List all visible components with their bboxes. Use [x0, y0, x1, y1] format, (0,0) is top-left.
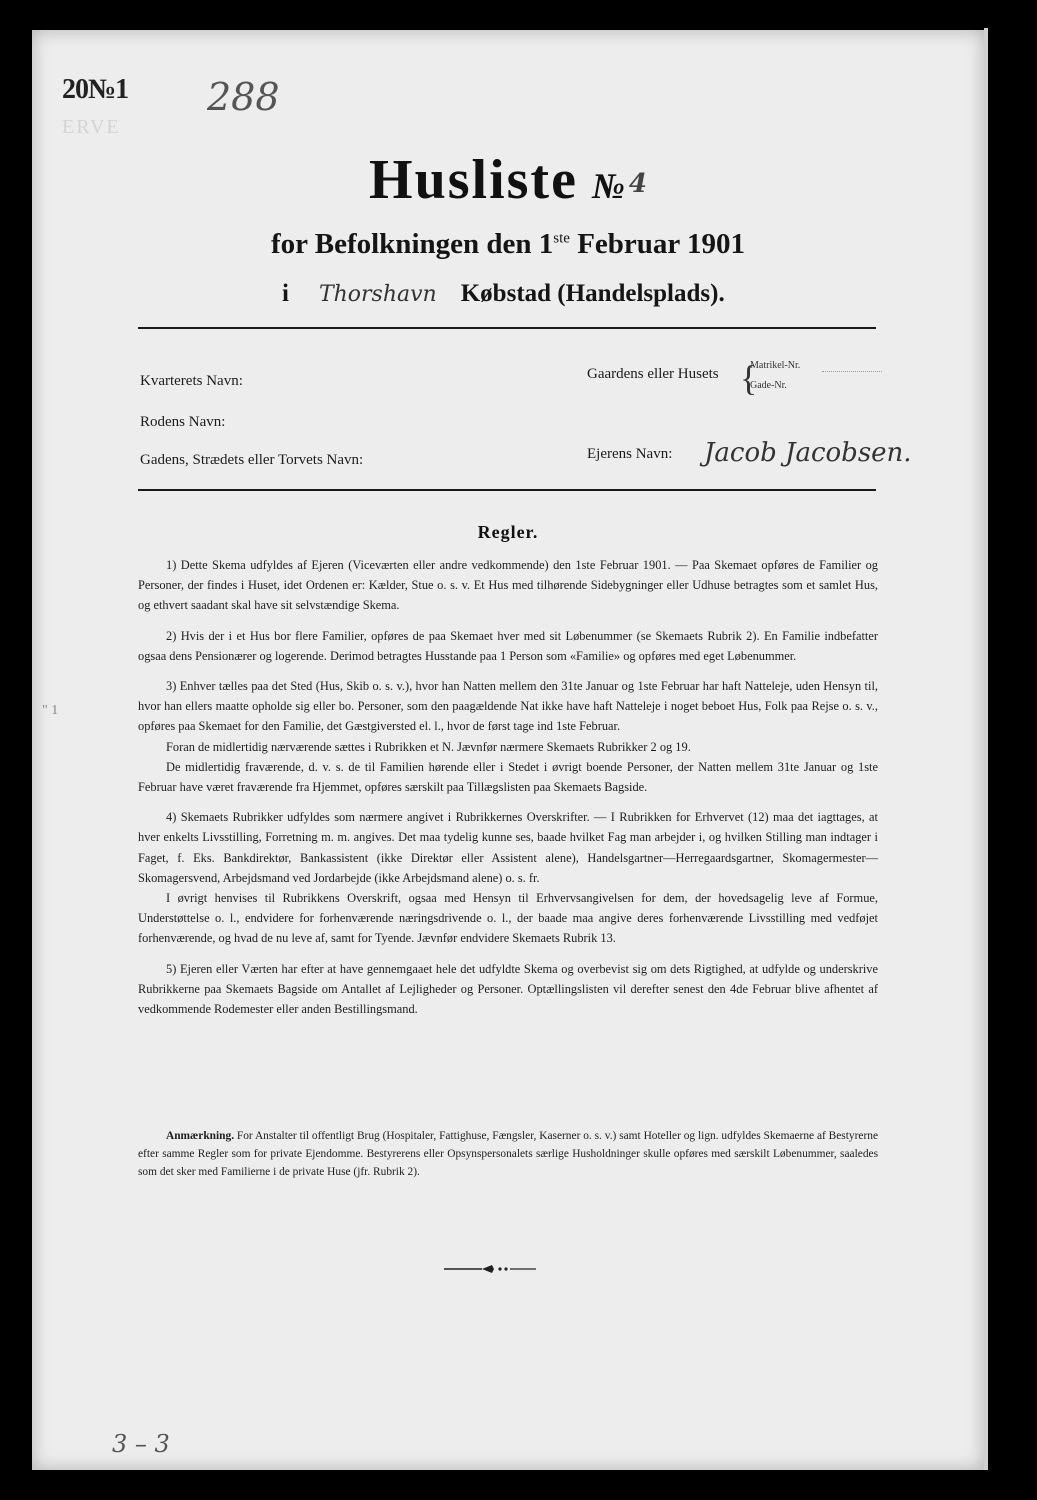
- owner-handwritten: Jacob Jacobsen.: [704, 438, 912, 468]
- brace-icon: {: [740, 358, 758, 398]
- archive-number: 20№1: [62, 74, 129, 105]
- note-text: For Anstalter til offentligt Brug (Hospitaler, Fattighuse, Fængsler, Kaserner o. s. v.) samt Hoteller og lign. udfyldes Skemaerne af Bestyrerne efter samme Regler som for private Ejendomme. Bestyrerens eller Opsynspersonalets særlige Husholdninger skulle opføres med særskilt Løbenummer, saaledes som det sker med Familierne i de private Huse (jfr. Rubrik 2).: [138, 1130, 878, 1178]
- side-mark: " 1: [42, 703, 59, 718]
- rules-body: [138, 555, 878, 1029]
- handwritten-bottom-note: 3 – 3: [112, 1430, 170, 1458]
- rule-5: 5) Ejeren eller Værten har efter at have gennemgaaet hele det udfyldte Skema og overbevist sig om dets Rigtighed, at udfylde og underskrive Rubrikkerne paa Skemaets Bagside om Antallet af Lejligheder og Personer. Optællingslisten vil derefter senest den 4de Februar blive afhentet af vedkommende Rodemester eller anden Bestillingsmand.: [138, 961, 878, 1017]
- rule-3: 3) Enhver tælles paa det Sted (Hus, Skib o. s. v.), hvor han Natten mellem den 31te Januar og 1ste Februar har haft Natteleje, uden Hensyn til, hvor han ellers maatte opholde sig eller bo. Personer, som den paagældende Nat ikke have haft Natteleje i noget beboet Hus, Folk paa Rejse o. s. v., opføres paa Skemaet for den Familie, det Gæstgiversted el. l., hvor de først tage ind 1ste Februar.: [138, 679, 878, 734]
- subtitle-sup: ste: [553, 230, 570, 247]
- page-title: [32, 148, 984, 212]
- rule-4-note: I øvrigt henvises til Rubrikkens Overskrift, ogsaa med Hensyn til Erhvervsangivelsen for dem, der hovedsagelig leve af Formue, Understøttelse o. l., endvidere for forhenværende næringsdrivende o. l., der baade maa angive deres forhenværende Livsstilling med vedføjet forhenværende, og hvad de nu leve af, samt for Tyende. Jævnfør endvidere Skemaets Rubrik 13.: [138, 891, 878, 946]
- house-number-labels: [750, 356, 800, 396]
- roden-label: Rodens Navn:: [140, 414, 226, 430]
- divider-bottom: [138, 489, 876, 491]
- note-label: Anmærkning.: [166, 1130, 235, 1142]
- matrikel-entry-line: [822, 357, 882, 372]
- page-subtitle: [32, 228, 984, 261]
- divider-top: [138, 327, 876, 329]
- title-text: Husliste: [369, 149, 578, 211]
- subtitle-pre: for Befolkningen den 1: [271, 228, 554, 260]
- rule-2: 2) Hvis der i et Hus bor flere Familier, opføres de paa Skemaet hver med sit Løbenummer (se Skemaets Rubrik 2). En Familie indbefatter ogsaa dens Pensionærer og logerende. Derimod betragtes Husstande paa 1 Person som «Familie» og opføres med eget Løbenummer.: [138, 628, 878, 663]
- census-form-page: [32, 30, 984, 1470]
- gade-nr-label: Gade-Nr.: [750, 380, 787, 391]
- city-line: [282, 280, 725, 308]
- subtitle-post: Februar 1901: [569, 228, 745, 260]
- paper-edge: [984, 28, 988, 1470]
- rule-1: 1) Dette Skema udfyldes af Ejeren (Viceværten eller andre vedkommende) den 1ste Februar 1901. — Paa Skemaet opføres de Familier og Personer, der findes i Huset, idet Ordenen er: Kælder, Stue o. s. v. Et Hus med tilhørende Sidebygninger eller Udhuse betragtes som et samlet Hus, og ethvert saadant skal have sit selvstændige Skema.: [138, 558, 878, 613]
- rule-3-note-a: Foran de midlertidig nærværende sættes i Rubrikken et N. Jævnfør nærmere Skemaets Rubrikker 2 og 19.: [166, 739, 691, 754]
- title-number-sign: №: [591, 166, 625, 206]
- title-number-handwritten: 4: [628, 169, 647, 199]
- gaard-label: Gaardens eller Husets: [587, 366, 719, 382]
- city-prefix: i: [282, 280, 289, 307]
- gade-label: Gadens, Strædets eller Torvets Navn:: [140, 452, 364, 468]
- matrikel-label: Matrikel-Nr.: [750, 360, 801, 371]
- rule-3-note-b: De midlertidig fraværende, d. v. s. de til Familien hørende eller i Stedet i øvrigt boende Personer, der Natten mellem 31te Januar og 1ste Februar have været fraværende fra Hjemmet, opføres særskilt paa Tillægslisten paa Skemaets Bagside.: [138, 759, 878, 795]
- ejer-label: Ejerens Navn:: [587, 446, 673, 462]
- rule-4: 4) Skemaets Rubrikker udfyldes som nærmere angivet i Rubrikkernes Overskrifter. — I Rubrikken for Erhvervet (12) maa det iagttages, at hver enkelts Livsstilling, Forretning m. m. angives. Det maa tydelig kunne ses, baade hvilket Fag man arbejder i, og hvilken Stilling man indtager i Faget, f. Eks. Bankdirektør, Bankassistent (ikke Direktør eller Assistent alene), Handelsgartner—Herregaardsgartner, Skomagermester—Skomagersvend, Arbejdsmand ved Jordarbejde (ikke Arbejdsmand alene) o. s. fr.: [138, 810, 878, 885]
- city-suffix: Købstad (Handelsplads).: [460, 280, 725, 307]
- kvarter-label: Kvarterets Navn:: [140, 373, 243, 389]
- city-handwritten: Thorshavn: [318, 282, 437, 307]
- handwritten-count: 288: [207, 75, 280, 119]
- annotation-note: [138, 1127, 878, 1181]
- faint-stamp: ERVE: [62, 116, 121, 138]
- rules-heading: Regler.: [477, 522, 539, 542]
- ornament-divider-icon: [440, 1262, 540, 1276]
